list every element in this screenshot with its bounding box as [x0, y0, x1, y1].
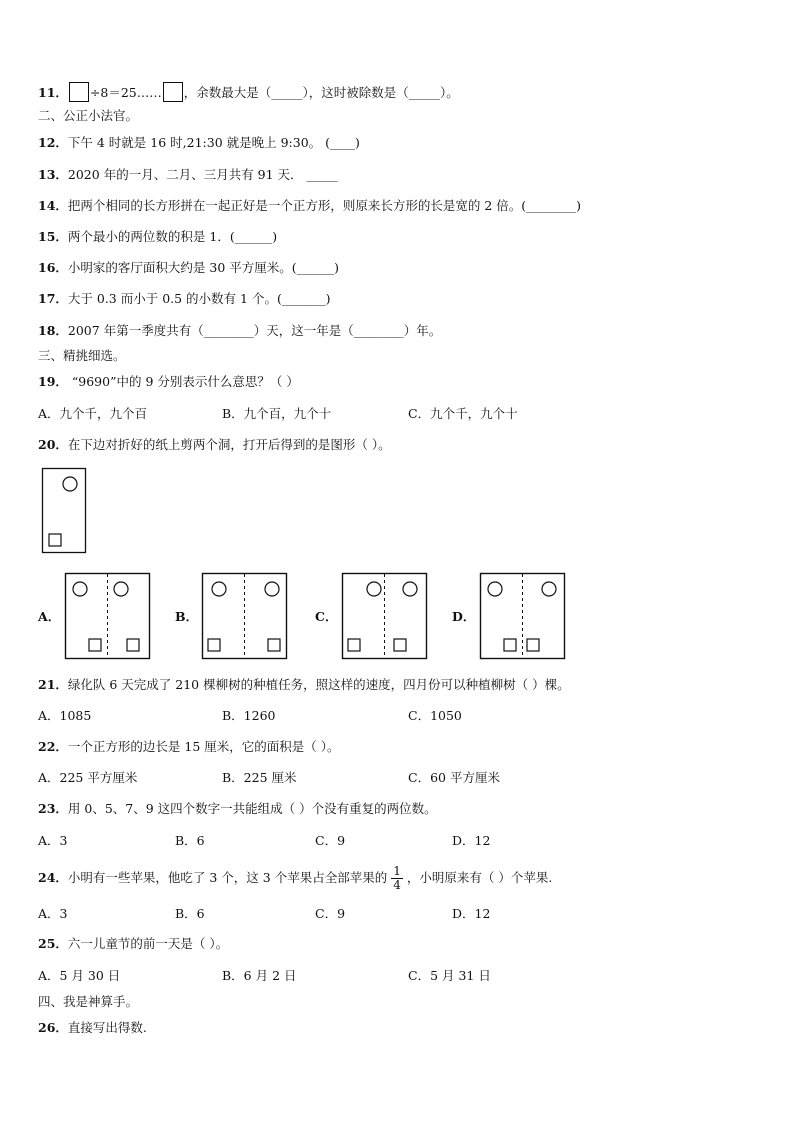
figure-label-b: B．	[175, 609, 199, 624]
question-25	[38, 935, 228, 953]
question-16	[38, 259, 339, 277]
question-text: 六一儿童节的前一天是（ ）。	[67, 936, 229, 951]
question-number: 17．	[38, 291, 68, 306]
question-15	[38, 228, 277, 246]
question-number: 23．	[38, 801, 68, 816]
circle-hole	[367, 582, 381, 596]
option-d-figure	[480, 573, 566, 661]
question-number: 20．	[38, 437, 68, 452]
question-12	[38, 134, 360, 152]
circle-hole	[403, 582, 417, 596]
square-hole	[89, 639, 101, 651]
question-17	[38, 290, 330, 308]
folded-paper-figure	[42, 468, 88, 554]
option-b: B．九个百，九个十	[222, 406, 332, 421]
question-text: 绿化队 6 天完成了 210 棵柳树的种植任务，照这样的速度，四月份可以种植柳树（ ）棵。	[67, 677, 570, 692]
option-b: B．6	[175, 906, 205, 921]
question-number: 21．	[38, 677, 68, 692]
question-text: 2020 年的一月、二月、三月共有 91 天． _____	[67, 167, 338, 182]
question-text: 下午 4 时就是 16 时,21:30 就是晚上 9:30。 (____)	[67, 135, 360, 150]
fraction-numerator: 1	[393, 864, 401, 878]
question-number: 14．	[38, 198, 68, 213]
option-c: C．9	[315, 906, 346, 921]
square-hole	[348, 639, 360, 651]
question-13	[38, 166, 338, 184]
question-text: ，小明原来有（ ）个苹果.	[406, 870, 553, 885]
question-number: 12．	[38, 135, 68, 150]
question-text: 在下边对折好的纸上剪两个洞，打开后得到的是图形（ ）。	[67, 437, 391, 452]
square-hole	[394, 639, 406, 651]
question-number: 11．	[38, 85, 68, 100]
question-text: 小明家的客厅面积大约是 30 平方厘米。(______)	[67, 260, 340, 275]
question-22	[38, 738, 339, 756]
question-text: 直接写出得数.	[67, 1020, 147, 1035]
figure-label-c: C．	[315, 609, 338, 624]
section-heading-4: 四、我是神算手。	[38, 994, 139, 1009]
option-d: D．12	[452, 906, 491, 921]
option-a: A．九个千，九个百	[38, 406, 148, 421]
question-number: 13．	[38, 167, 68, 182]
question-text: 2007 年第一季度共有（________）天，这一年是（________）年。	[67, 323, 442, 338]
question-number: 15．	[38, 229, 68, 244]
section-heading-3: 三、精挑细选。	[38, 348, 126, 363]
question-text: ÷8＝25……	[89, 85, 162, 100]
question-number: 16．	[38, 260, 68, 275]
question-number: 25．	[38, 936, 68, 951]
option-a: A．3	[38, 906, 68, 921]
circle-hole	[488, 582, 502, 596]
circle-hole	[63, 477, 77, 491]
question-21	[38, 676, 570, 694]
option-a: A．1085	[38, 708, 92, 723]
circle-hole	[114, 582, 128, 596]
fraction	[391, 865, 403, 892]
option-c: C．60 平方厘米	[408, 770, 500, 785]
circle-hole	[212, 582, 226, 596]
option-b: B．1260	[222, 708, 276, 723]
figure-label-d: D．	[452, 609, 476, 624]
fraction-denominator: 4	[393, 878, 401, 892]
question-number: 22．	[38, 739, 68, 754]
question-number: 19．	[38, 374, 68, 389]
section-heading-2: 二、公正小法官。	[38, 108, 139, 123]
option-a: A．5 月 30 日	[38, 968, 121, 983]
option-a: A．225 平方厘米	[38, 770, 138, 785]
square-hole	[49, 534, 61, 546]
option-c: C．九个千，九个十	[408, 406, 518, 421]
option-a: A．3	[38, 833, 68, 848]
option-d: D．12	[452, 833, 491, 848]
question-24	[38, 863, 552, 893]
question-text: 大于 0.3 而小于 0.5 的小数有 1 个。(_______)	[67, 291, 331, 306]
option-b: B．6	[175, 833, 205, 848]
option-b: B．225 厘米	[222, 770, 297, 785]
question-text: 用 0、5、7、9 这四个数字一共能组成（ ）个没有重复的两位数。	[67, 801, 437, 816]
circle-hole	[73, 582, 87, 596]
question-number: 26．	[38, 1020, 68, 1035]
blank-box	[69, 82, 89, 102]
option-c: C．9	[315, 833, 346, 848]
question-23	[38, 800, 437, 818]
question-19	[38, 373, 299, 391]
question-number: 18．	[38, 323, 68, 338]
square-hole	[268, 639, 280, 651]
square-hole	[527, 639, 539, 651]
circle-hole	[265, 582, 279, 596]
question-18	[38, 322, 441, 340]
blank-box	[163, 82, 183, 102]
question-text: 把两个相同的长方形拼在一起正好是一个正方形，则原来长方形的长是宽的 2 倍。(________)	[67, 198, 582, 213]
square-hole	[127, 639, 139, 651]
option-c-figure	[342, 573, 428, 661]
question-20	[38, 436, 391, 454]
question-26	[38, 1019, 147, 1037]
option-c: C．1050	[408, 708, 462, 723]
question-text: 两个最小的两位数的积是 1．(______)	[67, 229, 278, 244]
question-text: 小明有一些苹果，他吃了 3 个，这 3 个苹果占全部苹果的	[67, 870, 388, 885]
question-11	[38, 82, 459, 102]
option-c: C．5 月 31 日	[408, 968, 491, 983]
square-hole	[504, 639, 516, 651]
question-number: 24．	[38, 870, 68, 885]
square-hole	[208, 639, 220, 651]
option-b-figure	[202, 573, 288, 661]
question-text: “9690”中的 9 分别表示什么意思？（ ）	[67, 374, 299, 389]
question-text: ，余数最大是（_____），这时被除数是（_____）。	[183, 85, 459, 100]
circle-hole	[542, 582, 556, 596]
question-14	[38, 197, 581, 215]
option-b: B．6 月 2 日	[222, 968, 297, 983]
option-a-figure	[65, 573, 151, 661]
figure-label-a: A．	[38, 609, 61, 624]
question-text: 一个正方形的边长是 15 厘米，它的面积是（ ）。	[67, 739, 340, 754]
